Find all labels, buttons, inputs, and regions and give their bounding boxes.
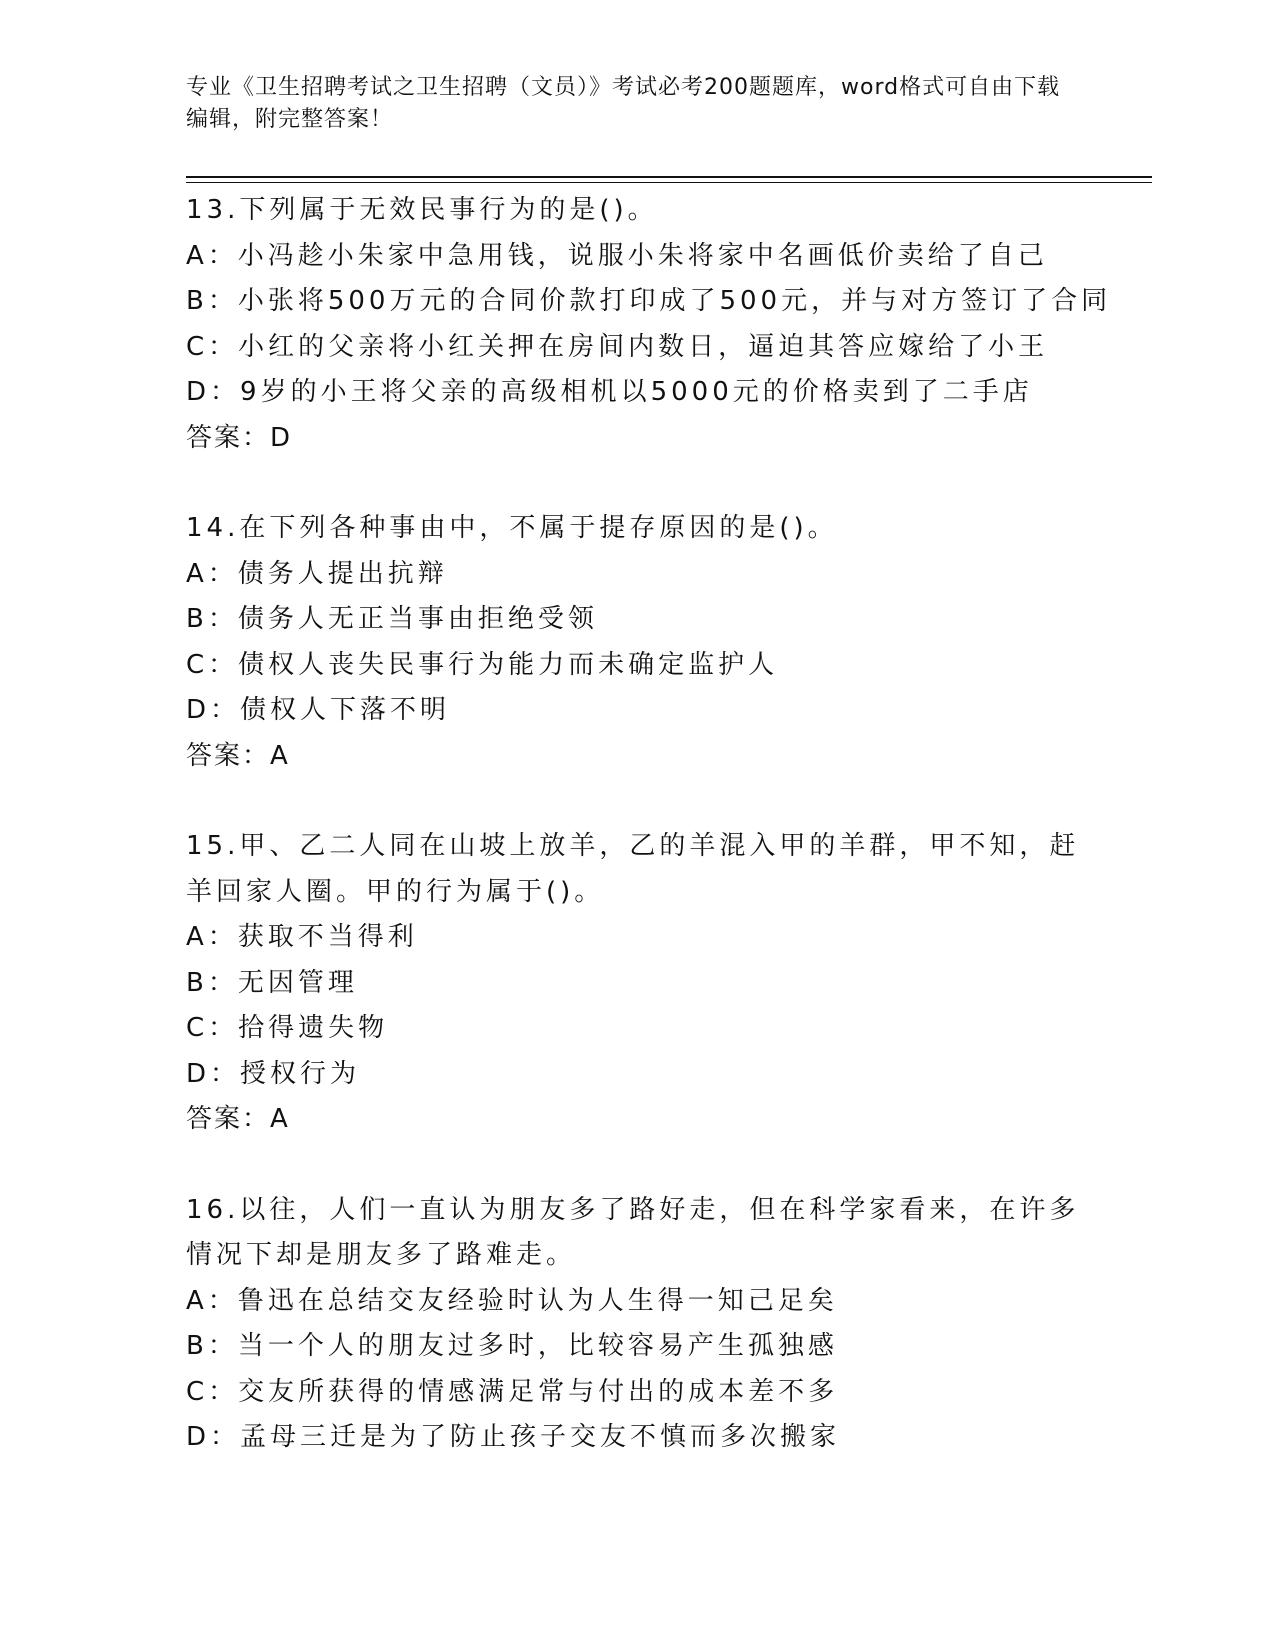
option-a: A：鲁迅在总结交友经验时认为人生得一知己足矣 [186,1285,838,1316]
option-b: B：小张将500万元的合同价款打印成了500元，并与对方签订了合同 [186,286,1112,316]
option-d: D：授权行为 [186,1058,361,1089]
answer-text: 答案：D [186,422,293,453]
option-c: C：交友所获得的情感满足常与付出的成本差不多 [186,1376,839,1407]
question-list [186,188,1112,1506]
question-14 [186,506,1086,779]
option-c: C：拾得遗失物 [186,1013,389,1043]
header-divider-thin [186,182,1152,183]
option-a: A：债务人提出抗辩 [186,558,448,589]
option-c: C：小红的父亲将小红关押在房间内数日，逼迫其答应嫁给了小王 [186,331,1049,362]
document-header: 专业《卫生招聘考试之卫生招聘（文员）》考试必考200题题库，word格式可自由下载编辑，附完整答案！ [186,75,1061,132]
option-d: D：债权人下落不明 [186,695,451,725]
question-15 [186,824,1086,1143]
header-divider-thick [186,176,1152,178]
option-d: D：孟母三迁是为了防止孩子交友不慎而多次搬家 [186,1422,841,1452]
option-b: B：债务人无正当事由拒绝受领 [186,604,598,634]
option-a: A：获取不当得利 [186,922,418,952]
option-c: C：债权人丧失民事行为能力而未确定监护人 [186,649,779,680]
question-13 [186,188,1112,461]
question-stem: 14.在下列各种事由中，不属于提存原因的是()。 [186,513,838,543]
question-stem: 13.下列属于无效民事行为的是()。 [186,195,658,225]
answer-text: 答案：A [186,1104,290,1134]
question-stem: 15.甲、乙二人同在山坡上放羊，乙的羊混入甲的羊群，甲不知，赶羊回家人圈。甲的行为属于()。 [186,831,1080,907]
question-16 [186,1188,1086,1461]
option-d: D：9岁的小王将父亲的高级相机以5000元的价格卖到了二手店 [186,377,1033,407]
option-a: A：小冯趁小朱家中急用钱，说服小朱将家中名画低价卖给了自己 [186,240,1048,271]
option-b: B：无因管理 [186,967,358,998]
option-b: B：当一个人的朋友过多时，比较容易产生孤独感 [186,1331,838,1361]
question-stem: 16.以往，人们一直认为朋友多了路好走，但在科学家看来，在许多情况下却是朋友多了路难走。 [186,1194,1080,1270]
answer-text: 答案：A [186,740,290,771]
